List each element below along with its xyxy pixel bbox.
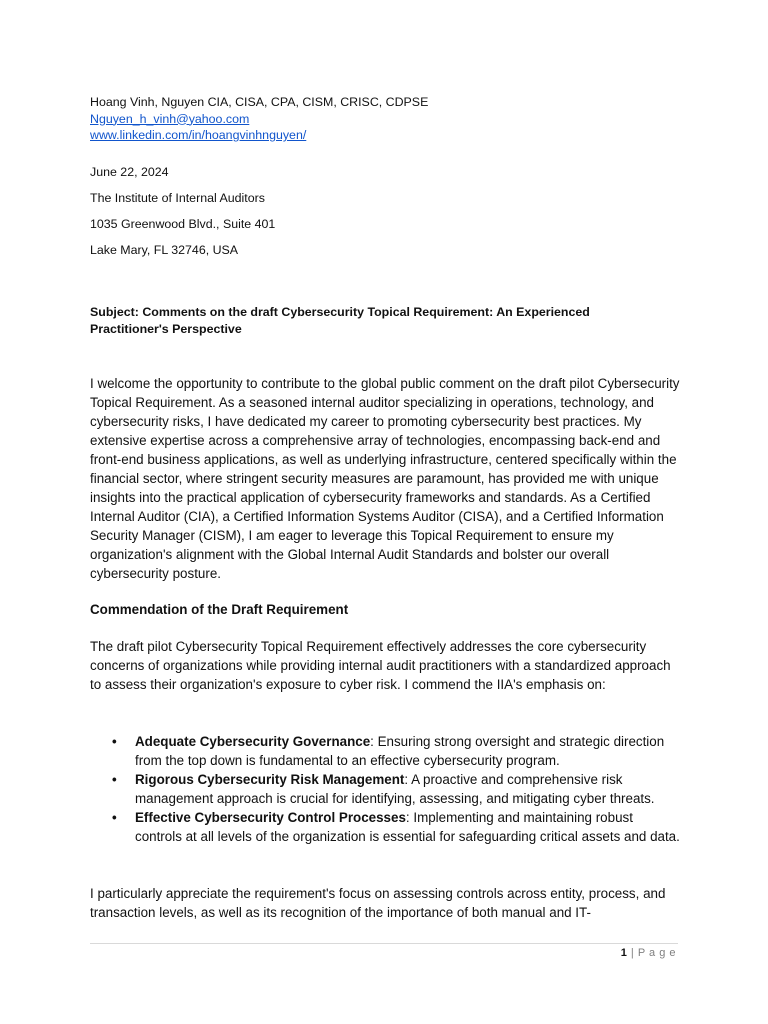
sender-block [90,94,428,144]
intro-paragraph: I welcome the opportunity to contribute to the global public comment on the draft pilot Cybersecurity Topical Requirement. As a seasoned internal auditor specializing in operations, technology, and cybersecurity risks, I have dedicated my career to promoting cybersecurity best practices. My extensive expertise across a comprehensive array of technologies, encompassing back-end and front-end business applications, as well as underlying infrastructure, centered specifically within the financial sector, where stringent security measures are paramount, has provided me with unique insights into the practical application of cybersecurity frameworks and standards. As a Certified Internal Auditor (CIA), a Certified Information Systems Auditor (CISA), and a Certified Information Security Manager (CISM), I am eager to leverage this Topical Requirement to ensure my organization's alignment with the Global Internal Audit Standards and bolster our overall cybersecurity posture. [90,376,680,581]
list-item [90,732,680,770]
closing-paragraph: I particularly appreciate the requirement's focus on assessing controls across entity, process, and transaction levels, as well as its recognition of the importance of both manual and IT- [90,886,666,920]
commendation-list [90,732,680,846]
footer-divider [90,943,678,944]
sender-name: Hoang Vinh, Nguyen CIA, CISA, CPA, CISM, CRISC, CDPSE [90,95,429,109]
bullet-text: : Implementing and maintaining robust controls at all levels of the organization is essential for safeguarding critical assets and data. [135,810,680,844]
bullet-title: Adequate Cybersecurity Governance [135,734,371,749]
page-number: 1 [620,947,628,959]
bullet-title: Rigorous Cybersecurity Risk Management [135,772,405,787]
recipient-org: The Institute of Internal Auditors [90,191,265,205]
recipient-city: Lake Mary, FL 32746, USA [90,243,239,257]
letter-date: June 22, 2024 [90,165,169,179]
bullet-icon: • [112,810,117,825]
footer-separator: | [627,947,638,959]
bullet-text: : Ensuring strong oversight and strategic direction from the top down is fundamental to an effective cybersecurity program. [135,734,665,768]
list-item [90,808,680,846]
bullet-icon: • [112,734,117,749]
page-label: P a g e [637,947,676,959]
bullet-title: Effective Cybersecurity Control Processes [135,810,406,825]
recipient-street: 1035 Greenwood Blvd., Suite 401 [90,217,276,231]
subject-line: Subject: Comments on the draft Cybersecurity Topical Requirement: An Experienced Practitioner's Perspective [90,305,590,336]
bullet-icon: • [112,772,117,787]
sender-email-link[interactable]: Nguyen_h_vinh@yahoo.com [90,111,250,126]
page-footer [621,947,676,959]
bullet-text: : A proactive and comprehensive risk management approach is crucial for identifying, assessing, and mitigating cyber threats. [135,772,655,806]
list-item [90,770,680,808]
sender-linkedin-link[interactable]: www.linkedin.com/in/hoangvinhnguyen/ [90,128,307,142]
commendation-paragraph: The draft pilot Cybersecurity Topical Requirement effectively addresses the core cybersecurity concerns of organizations while providing internal audit practitioners with a standardized approach to assess their organization's exposure to cyber risk. I commend the IIA's emphasis on: [90,639,671,692]
section-heading: Commendation of the Draft Requirement [90,602,349,617]
